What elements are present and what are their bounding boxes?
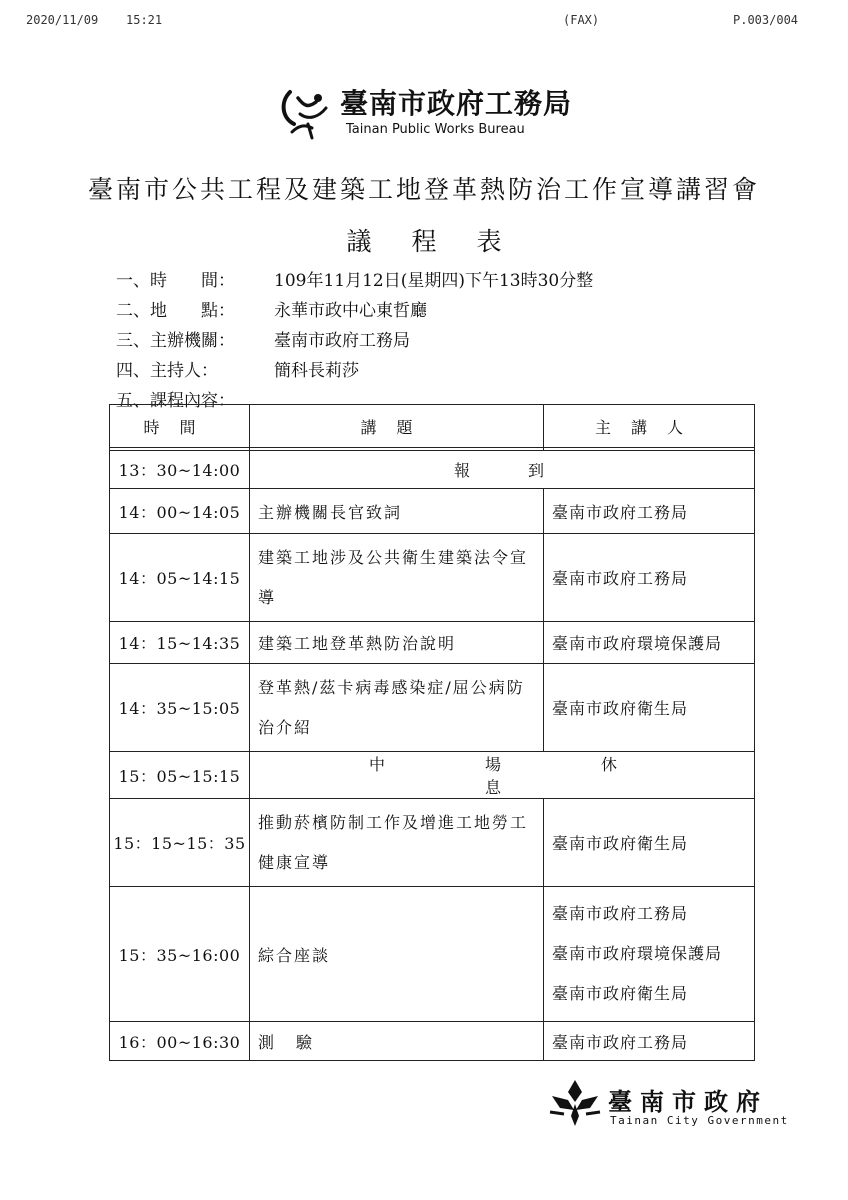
info-value: 永華市政中心東哲廳 [274, 301, 427, 321]
header-topic: 講題 [250, 405, 544, 448]
row-merged: 中場休息 [250, 752, 755, 799]
row-time: 15：35~16:00 [110, 887, 250, 1022]
logo-subtitle: Tainan Public Works Bureau [346, 122, 525, 137]
info-value: 簡科長莉莎 [274, 361, 359, 381]
tainan-city-logo-icon [546, 1076, 604, 1128]
document-subtitle: 議程表 [346, 227, 542, 256]
info-label: 二、地 點： [116, 301, 235, 321]
row-topic: 綜合座談 [250, 887, 544, 1022]
row-topic: 主辦機關長官致詞 [250, 489, 544, 534]
fax-time: 15:21 [126, 13, 163, 27]
row-speaker: 臺南市政府衛生局 [544, 664, 755, 752]
info-value: 臺南市政府工務局 [274, 331, 410, 351]
works-bureau-logo-icon [278, 84, 338, 142]
row-speaker: 臺南市政府工務局 [544, 489, 755, 534]
table-header-row [110, 405, 755, 448]
row-speaker: 臺南市政府衛生局 [544, 799, 755, 887]
row-speakers [544, 887, 755, 1022]
header-speaker: 主講人 [544, 405, 755, 448]
info-row-host [116, 356, 593, 386]
table-row [110, 622, 755, 664]
speaker-line: 臺南市政府衛生局 [552, 984, 689, 1003]
row-time: 15：05~15:15 [110, 752, 250, 799]
header-logo [278, 82, 598, 144]
logo-title: 臺南市政府工務局 [340, 87, 573, 120]
footer-subtitle: Tainan City Government [610, 1114, 789, 1127]
fax-label: (FAX) [563, 13, 600, 27]
table-row [110, 664, 755, 752]
table-row [110, 489, 755, 534]
footer-title: 臺南市政府 [608, 1088, 768, 1116]
speaker-line: 臺南市政府工務局 [552, 904, 689, 923]
table-row [110, 1022, 755, 1061]
info-value: 109年11月12日(星期四)下午13時30分整 [274, 271, 594, 291]
row-time: 15：15~15：35 [110, 799, 250, 887]
info-row-time [116, 266, 593, 296]
row-merged: 報到 [250, 451, 755, 489]
table-row [110, 752, 755, 799]
table-row [110, 799, 755, 887]
info-row-location [116, 296, 593, 326]
info-label: 四、主持人： [116, 361, 218, 381]
row-topic: 推動菸檳防制工作及增進工地勞工健康宣導 [250, 799, 544, 887]
meeting-info [116, 266, 593, 416]
table-row [110, 451, 755, 489]
row-time: 13：30~14:00 [110, 451, 250, 489]
row-time: 14：05~14:15 [110, 534, 250, 622]
speaker-line: 臺南市政府環境保護局 [552, 944, 723, 963]
agenda-table [109, 404, 755, 1061]
footer-logo [546, 1076, 789, 1136]
row-time: 14：15~14:35 [110, 622, 250, 664]
info-label: 一、時 間： [116, 271, 235, 291]
row-speaker: 臺南市政府工務局 [544, 534, 755, 622]
fax-date: 2020/11/09 [26, 13, 99, 27]
info-row-organizer [116, 326, 593, 356]
row-topic: 登革熱/茲卡病毒感染症/屈公病防治介紹 [250, 664, 544, 752]
row-topic: 建築工地涉及公共衛生建築法令宣導 [250, 534, 544, 622]
table-row [110, 887, 755, 1022]
row-time: 16：00~16:30 [110, 1022, 250, 1061]
header-time: 時間 [110, 405, 250, 448]
fax-page-number: P.003/004 [733, 13, 799, 27]
row-topic: 測驗 [250, 1022, 544, 1061]
document-title: 臺南市公共工程及建築工地登革熱防治工作宣導講習會 [87, 175, 760, 204]
info-label: 三、主辦機關： [116, 331, 235, 351]
info-label: 五、課程內容： [116, 391, 235, 411]
row-time: 14：00~14:05 [110, 489, 250, 534]
row-speaker: 臺南市政府工務局 [544, 1022, 755, 1061]
row-time: 14：35~15:05 [110, 664, 250, 752]
row-speaker: 臺南市政府環境保護局 [544, 622, 755, 664]
table-row [110, 534, 755, 622]
row-topic: 建築工地登革熱防治說明 [250, 622, 544, 664]
